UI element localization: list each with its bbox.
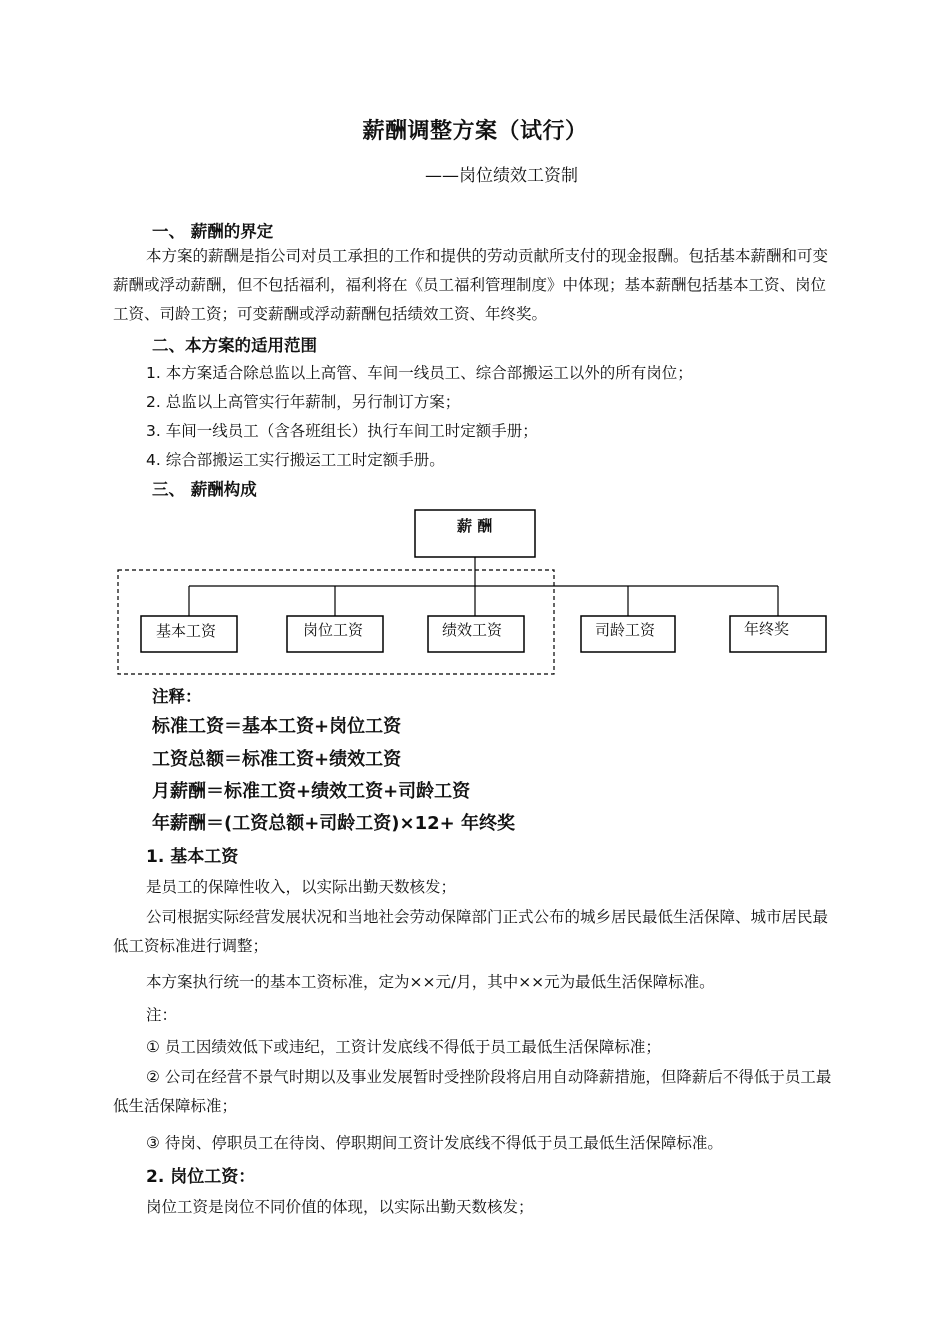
basic-wage-note-3: ③ 待岗、停职员工在待岗、停职期间工资计发底线不得低于员工最低生活保障标准。 bbox=[146, 1134, 723, 1152]
scope-item-4: 4. 综合部搬运工实行搬运工工时定额手册。 bbox=[146, 451, 445, 469]
basic-wage-note-label: 注： bbox=[146, 1006, 178, 1024]
section-3-heading: 三、 薪酬构成 bbox=[152, 480, 257, 499]
basic-wage-p3: 本方案执行统一的基本工资标准，定为××元/月，其中××元为最低生活保障标准。 bbox=[146, 973, 715, 991]
formula-4: 年薪酬＝(工资总额+司龄工资)×12+ 年终奖 bbox=[152, 813, 516, 834]
child-label-1: 基本工资 bbox=[156, 622, 217, 640]
section-2-heading: 二、本方案的适用范围 bbox=[152, 336, 317, 355]
root-label: 薪 酬 bbox=[457, 517, 493, 535]
basic-wage-heading: 1. 基本工资 bbox=[146, 847, 239, 867]
notes-label: 注释： bbox=[152, 687, 202, 706]
formula-3: 月薪酬＝标准工资+绩效工资+司龄工资 bbox=[152, 781, 471, 802]
formula-1: 标准工资＝基本工资+岗位工资 bbox=[152, 716, 402, 737]
formula-2: 工资总额＝标准工资+绩效工资 bbox=[152, 749, 402, 770]
basic-wage-p1: 是员工的保障性收入，以实际出勤天数核发； bbox=[146, 878, 457, 896]
post-wage-p1: 岗位工资是岗位不同价值的体现，以实际出勤天数核发； bbox=[146, 1198, 534, 1216]
scope-item-2: 2. 总监以上高管实行年薪制，另行制订方案； bbox=[146, 393, 461, 411]
basic-wage-note-2: ② 公司在经营不景气时期以及事业发展暂时受挫阶段将启用自动降薪措施，但降薪后不得低于员工最低生活保障标准； bbox=[113, 1068, 832, 1115]
document-title: 薪酬调整方案（试行） bbox=[362, 119, 588, 144]
child-label-5: 年终奖 bbox=[744, 620, 790, 638]
section-1-paragraph: 本方案的薪酬是指公司对员工承担的工作和提供的劳动贡献所支付的现金报酬。包括基本薪酬和可变薪酬或浮动薪酬，但不包括福利，福利将在《员工福利管理制度》中体现；基本薪酬包括基本工资、岗位工资、司龄工资；可变薪酬或浮动薪酬包括绩效工资、年终奖。 bbox=[113, 247, 829, 323]
basic-wage-note-1: ① 员工因绩效低下或违纪，工资计发底线不得低于员工最低生活保障标准； bbox=[146, 1038, 661, 1056]
scope-item-3: 3. 车间一线员工（含各班组长）执行车间工时定额手册； bbox=[146, 422, 538, 440]
salary-structure-chart bbox=[0, 505, 950, 680]
basic-wage-p2: 公司根据实际经营发展状况和当地社会劳动保障部门正式公布的城乡居民最低生活保障、城市居民最低工资标准进行调整； bbox=[113, 908, 829, 955]
document-subtitle: ——岗位绩效工资制 bbox=[425, 166, 578, 186]
scope-item-1: 1. 本方案适合除总监以上高管、车间一线员工、综合部搬运工以外的所有岗位； bbox=[146, 364, 693, 382]
post-wage-heading: 2. 岗位工资： bbox=[146, 1167, 256, 1187]
child-label-2: 岗位工资 bbox=[303, 621, 364, 639]
section-1-heading: 一、 薪酬的界定 bbox=[152, 222, 274, 241]
child-label-4: 司龄工资 bbox=[595, 621, 656, 639]
child-label-3: 绩效工资 bbox=[442, 621, 503, 639]
